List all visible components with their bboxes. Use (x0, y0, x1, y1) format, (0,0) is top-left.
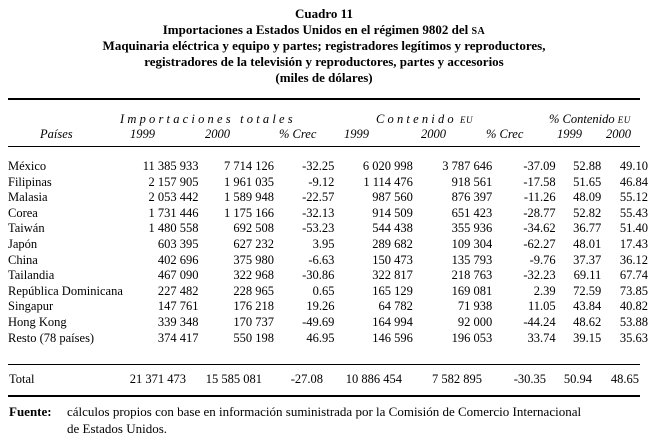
cell-totCrec: 3.95 (312, 236, 335, 251)
header-paises: Países (40, 127, 73, 141)
cell-totCrec: -49.69 (302, 314, 335, 329)
cell-conCrec: 11.05 (527, 299, 556, 314)
cell-pct2000: 55.43 (619, 205, 648, 220)
cell-con2000: 135 793 (451, 252, 493, 267)
cell-country: Corea (8, 205, 38, 220)
total-rule-top (8, 364, 640, 365)
footnote-label: Fuente: (9, 404, 52, 419)
cell-tot2000: 550 198 (233, 330, 274, 345)
cell-country: Tailandia (8, 268, 55, 283)
cell-con1999: 1 114 476 (363, 174, 413, 189)
table-row (8, 190, 648, 206)
bottom-rule (8, 395, 640, 397)
header-group-pct (549, 112, 631, 128)
cell-con2000: 876 397 (451, 190, 493, 205)
cell-con2000: 109 304 (451, 236, 493, 251)
cell-con2000: 355 936 (451, 221, 493, 236)
table-row (8, 284, 648, 300)
cell-con2000: 92 000 (457, 314, 493, 329)
cell-con1999: 544 438 (372, 221, 413, 236)
caption-title-line-2: Maquinaria eléctrica y equipo y partes; registradores legítimos y reproductores, (102, 38, 546, 53)
header-rule (8, 146, 640, 147)
cell-conCrec: -17.58 (523, 174, 556, 189)
cell-country: Taiwán (8, 221, 45, 236)
cell-con1999: 164 994 (372, 314, 413, 329)
header-group-totals: Importaciones totales (120, 112, 296, 126)
caption-title-line-3: registradores de la televisión y reproductores, partes y accesorios (144, 54, 504, 69)
total-pct-2000: 48.65 (610, 372, 639, 386)
cell-tot2000: 176 218 (233, 299, 274, 314)
cell-totCrec: 46.95 (306, 330, 335, 345)
cell-con2000: 651 423 (451, 205, 493, 220)
cell-pct1999: 43.84 (573, 299, 602, 314)
header-tot-1999: 1999 (130, 127, 155, 141)
total-con-2000: 7 582 895 (432, 372, 482, 386)
cell-tot2000: 170 737 (233, 314, 274, 329)
cell-con2000: 3 787 646 (442, 159, 493, 173)
table-row (8, 253, 648, 269)
table-number: Cuadro 11 (295, 6, 353, 21)
table-row (8, 268, 648, 284)
header-con-crec: % Crec (486, 127, 524, 141)
total-tot-crec: -27.08 (290, 372, 323, 386)
cell-totCrec: -53.23 (302, 221, 335, 236)
caption-title-abbrev: SA (471, 26, 486, 37)
cell-conCrec: -28.77 (523, 205, 556, 220)
cell-country: Singapur (8, 299, 54, 314)
cell-tot2000: 375 980 (233, 252, 274, 267)
cell-pct2000: 17.43 (619, 236, 648, 251)
cell-tot1999: 603 395 (157, 236, 199, 251)
cell-tot2000: 1 175 166 (224, 205, 274, 220)
cell-pct1999: 51.65 (573, 174, 602, 189)
cell-tot2000: 7 714 126 (224, 159, 274, 173)
cell-totCrec: -22.57 (302, 190, 335, 205)
cell-totCrec: 19.26 (306, 299, 335, 314)
cell-totCrec: -6.63 (308, 252, 335, 267)
cell-country: República Dominicana (8, 283, 123, 298)
header-group-content (376, 112, 473, 128)
cell-con1999: 914 509 (372, 205, 413, 220)
cell-pct1999: 72.59 (573, 283, 602, 298)
cell-tot1999: 2 157 905 (148, 174, 199, 189)
cell-con1999: 146 596 (372, 330, 413, 345)
cell-conCrec: -9.76 (529, 252, 556, 267)
cell-pct2000: 73.85 (619, 283, 648, 298)
table-row (8, 315, 648, 331)
cell-tot1999: 227 482 (157, 283, 199, 298)
total-tot-2000: 15 585 081 (205, 372, 262, 386)
cell-pct1999: 48.62 (573, 314, 602, 329)
header-group-content-abbrev: EU (460, 115, 474, 125)
cell-pct2000: 53.88 (619, 314, 648, 329)
header-group-pct-label: % Contenido (549, 112, 615, 126)
data-table (8, 159, 648, 346)
cell-pct1999: 36.77 (573, 221, 602, 236)
cell-country: Malasia (8, 190, 48, 205)
table-row (8, 299, 648, 315)
footnote-line-2: de Estados Unidos. (67, 421, 168, 436)
cell-pct1999: 48.01 (573, 236, 602, 251)
table-row (8, 175, 648, 191)
cell-country: México (8, 159, 47, 173)
cell-tot1999: 11 385 933 (142, 159, 199, 173)
cell-tot2000: 228 965 (233, 283, 274, 298)
cell-con2000: 196 053 (451, 330, 493, 345)
cell-conCrec: -11.26 (523, 190, 556, 205)
cell-con2000: 169 081 (451, 283, 493, 298)
cell-con1999: 150 473 (372, 252, 413, 267)
header-con-2000: 2000 (421, 127, 446, 141)
table-row (8, 221, 648, 237)
cell-totCrec: 0.65 (312, 283, 335, 298)
cell-conCrec: -44.24 (523, 314, 556, 329)
cell-tot1999: 2 053 442 (148, 190, 199, 205)
cell-con1999: 64 782 (378, 299, 413, 314)
cell-country: Hong Kong (8, 314, 67, 329)
table-row (8, 206, 648, 222)
cell-pct2000: 46.84 (619, 174, 648, 189)
total-tot-1999: 21 371 473 (129, 372, 186, 386)
cell-tot1999: 467 090 (157, 268, 199, 283)
cell-tot2000: 322 968 (233, 268, 274, 283)
cell-tot2000: 692 508 (233, 221, 274, 236)
cell-pct1999: 48.09 (573, 190, 602, 205)
cell-country: Japón (8, 236, 38, 251)
total-con-1999: 10 886 454 (345, 372, 402, 386)
cell-tot1999: 374 417 (157, 330, 199, 345)
caption-title-text: Importaciones a Estados Unidos en el régimen 9802 del (162, 22, 469, 37)
cell-conCrec: -34.62 (523, 221, 556, 236)
top-rule (8, 98, 640, 100)
cell-con1999: 165 129 (372, 283, 413, 298)
cell-pct1999: 39.15 (573, 330, 602, 345)
table-row (8, 331, 648, 347)
total-pct-1999: 50.94 (563, 372, 592, 386)
cell-country: Filipinas (8, 174, 52, 189)
cell-conCrec: 33.74 (527, 330, 556, 345)
cell-tot1999: 1 731 446 (148, 205, 199, 220)
cell-tot1999: 402 696 (157, 252, 199, 267)
header-tot-2000: 2000 (205, 127, 230, 141)
cell-country: Resto (78 países) (8, 330, 95, 345)
cell-tot2000: 1 589 948 (224, 190, 274, 205)
cell-pct2000: 51.40 (619, 221, 648, 236)
cell-tot2000: 627 232 (233, 236, 274, 251)
cell-pct2000: 40.82 (619, 299, 648, 314)
cell-tot1999: 339 348 (157, 314, 199, 329)
cell-pct2000: 55.12 (619, 190, 648, 205)
header-pct-2000: 2000 (606, 127, 631, 141)
cell-con1999: 987 560 (372, 190, 413, 205)
total-con-crec: -30.35 (513, 372, 546, 386)
cell-conCrec: -32.23 (523, 268, 556, 283)
total-label: Total (9, 372, 35, 386)
header-group-pct-abbrev: EU (617, 115, 631, 125)
cell-pct1999: 52.88 (573, 159, 602, 173)
cell-pct2000: 36.12 (619, 252, 648, 267)
cell-con2000: 71 938 (457, 299, 493, 314)
table-row (8, 237, 648, 253)
cell-pct2000: 35.63 (619, 330, 648, 345)
table-row (8, 159, 648, 175)
header-group-content-label: Contenido (376, 112, 457, 126)
cell-pct1999: 69.11 (573, 268, 602, 283)
cell-totCrec: -30.86 (302, 268, 335, 283)
data-rows (8, 159, 648, 346)
cell-conCrec: -37.09 (523, 159, 556, 173)
cell-con2000: 918 561 (451, 174, 493, 189)
cell-pct1999: 52.82 (573, 205, 602, 220)
cell-pct1999: 37.37 (573, 252, 602, 267)
footnote-line-1: cálculos propios con base en información suministrada por la Comisión de Comercio Internacional (67, 404, 582, 419)
cell-totCrec: -32.13 (302, 205, 335, 220)
cell-tot1999: 1 480 558 (148, 221, 199, 236)
cell-totCrec: -9.12 (308, 174, 335, 189)
cell-totCrec: -32.25 (302, 159, 335, 173)
cell-con2000: 218 763 (451, 268, 493, 283)
cell-conCrec: 2.39 (533, 283, 556, 298)
cell-tot2000: 1 961 035 (224, 174, 274, 189)
cell-pct2000: 67.74 (619, 268, 648, 283)
caption-units: (miles de dólares) (275, 70, 373, 85)
cell-conCrec: -62.27 (523, 236, 556, 251)
cell-tot1999: 147 761 (157, 299, 199, 314)
cell-con1999: 289 682 (372, 236, 413, 251)
header-con-1999: 1999 (344, 127, 369, 141)
cell-con1999: 322 817 (372, 268, 413, 283)
cell-pct2000: 49.10 (619, 159, 648, 173)
cell-country: China (8, 252, 38, 267)
cell-con1999: 6 020 998 (362, 159, 413, 173)
header-pct-1999: 1999 (557, 127, 582, 141)
header-tot-crec: % Crec (279, 127, 317, 141)
